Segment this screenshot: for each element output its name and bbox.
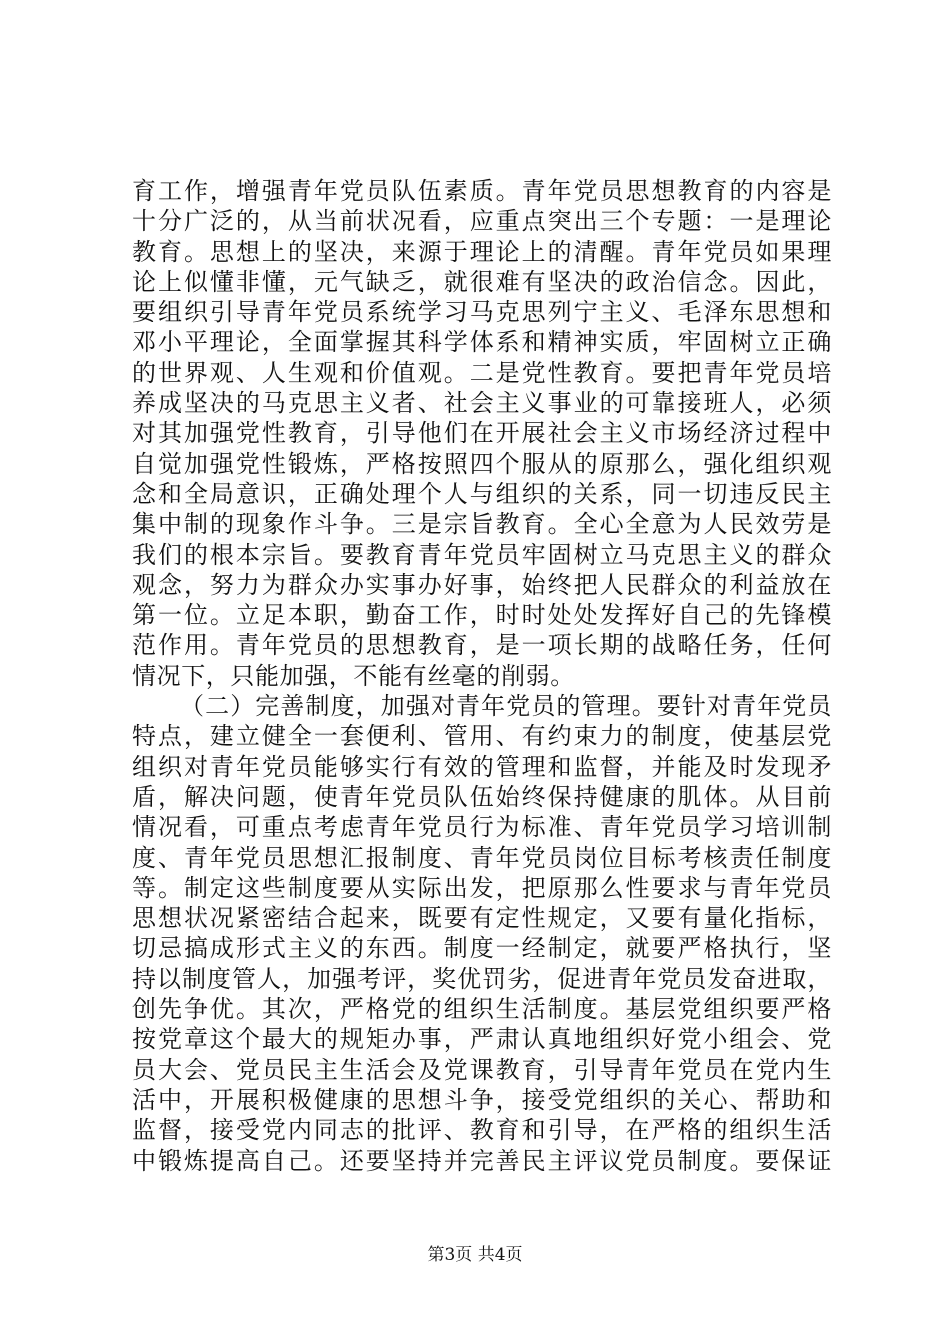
text-line: 对其加强党性教育，引导他们在开展社会主义市场经济过程中 bbox=[132, 419, 832, 448]
text-line: 我们的根本宗旨。要教育青年党员牢固树立马克思主义的群众 bbox=[132, 540, 832, 569]
text-line: 中锻炼提高自己。还要坚持并完善民主评议党员制度。要保证 bbox=[132, 1146, 832, 1175]
text-line: 思想状况紧密结合起来，既要有定性规定，又要有量化指标， bbox=[132, 904, 832, 933]
text-line: 等。制定这些制度要从实际出发，把原那么性要求与青年党员 bbox=[132, 873, 832, 902]
text-line: 育工作，增强青年党员队伍素质。青年党员思想教育的内容是 bbox=[132, 177, 832, 205]
text-line: 论上似懂非懂，元气缺乏，就很难有坚决的政治信念。因此， bbox=[132, 267, 832, 296]
text-line: 持以制度管人，加强考评，奖优罚劣，促进青年党员发奋进取， bbox=[132, 964, 832, 993]
text-line: 教育。思想上的坚决，来源于理论上的清醒。青年党员如果理 bbox=[132, 237, 832, 266]
text-line: 的世界观、人生观和价值观。二是党性教育。要把青年党员培 bbox=[132, 358, 832, 387]
text-line: 范作用。青年党员的思想教育，是一项长期的战略任务，任何 bbox=[132, 631, 832, 660]
text-line: 员大会、党员民主生活会及党课教育，引导青年党员在党内生 bbox=[132, 1055, 832, 1084]
text-line: 切忌搞成形式主义的东西。制度一经制定，就要严格执行，坚 bbox=[132, 934, 832, 963]
text-line: 按党章这个最大的规矩办事，严肃认真地组织好党小组会、党 bbox=[132, 1025, 832, 1054]
text-line: 念和全局意识，正确处理个人与组织的关系，同一切违反民主 bbox=[132, 479, 832, 508]
text-line: 组织对青年党员能够实行有效的管理和监督，并能及时发现矛 bbox=[132, 752, 832, 781]
text-line: 活中，开展积极健康的思想斗争，接受党组织的关心、帮助和 bbox=[132, 1085, 832, 1114]
text-line: 特点，建立健全一套便利、管用、有约束力的制度，使基层党 bbox=[132, 722, 832, 751]
text-line: 创先争优。其次，严格党的组织生活制度。基层党组织要严格 bbox=[132, 995, 832, 1024]
page-number-footer: 第3页 共4页 bbox=[427, 1245, 523, 1265]
document-body bbox=[132, 176, 832, 1176]
text-line: 盾，解决问题，使青年党员队伍始终保持健康的肌体。从目前 bbox=[132, 782, 832, 811]
text-line: 情况看，可重点考虑青年党员行为标准、青年党员学习培训制 bbox=[132, 813, 832, 842]
paragraph-first-line: （二）完善制度，加强对青年党员的管理。要针对青年党员 bbox=[180, 692, 832, 721]
text-line: 观念，努力为群众办实事办好事，始终把人民群众的利益放在 bbox=[132, 570, 832, 599]
paragraph-last-line: 情况下，只能加强，不能有丝毫的削弱。 bbox=[132, 661, 575, 690]
text-line: 十分广泛的，从当前状况看，应重点突出三个专题：一是理论 bbox=[132, 207, 832, 236]
text-line: 自觉加强党性锻炼，严格按照四个服从的原那么，强化组织观 bbox=[132, 449, 832, 478]
text-line: 第一位。立足本职，勤奋工作，时时处处发挥好自己的先锋模 bbox=[132, 601, 832, 630]
text-line: 集中制的现象作斗争。三是宗旨教育。全心全意为人民效劳是 bbox=[132, 510, 832, 539]
text-line: 要组织引导青年党员系统学习马克思列宁主义、毛泽东思想和 bbox=[132, 298, 832, 327]
text-line: 邓小平理论，全面掌握其科学体系和精神实质，牢固树立正确 bbox=[132, 328, 832, 357]
text-line: 监督，接受党内同志的批评、教育和引导，在严格的组织生活 bbox=[132, 1116, 832, 1145]
text-line: 养成坚决的马克思主义者、社会主义事业的可靠接班人，必须 bbox=[132, 389, 832, 418]
text-line: 度、青年党员思想汇报制度、青年党员岗位目标考核责任制度 bbox=[132, 843, 832, 872]
